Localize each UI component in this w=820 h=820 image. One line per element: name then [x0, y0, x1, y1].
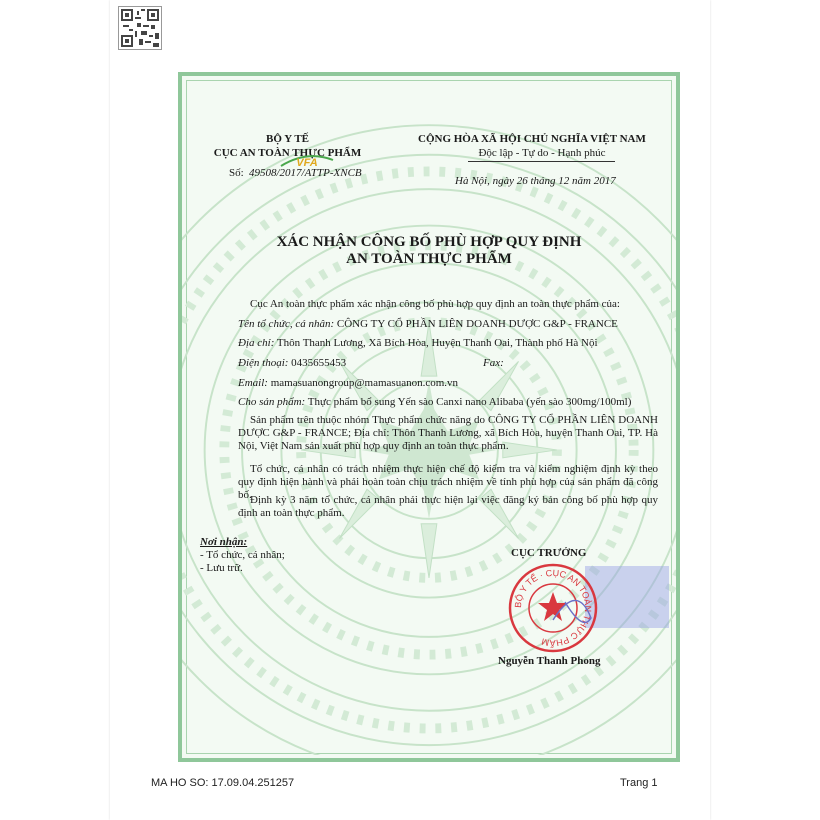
recipient-item: - Tổ chức, cá nhân; [200, 549, 285, 561]
product-value: Thực phẩm bổ sung Yến sào Canxi nano Alibaba (yến sào 300mg/100ml) [307, 396, 632, 408]
org-value: CÔNG TY CỔ PHẦN LIÊN DOANH DƯỢC G&P - FRANCE [336, 318, 618, 330]
email-label: Email: [238, 377, 268, 389]
file-number: MA HO SO: 17.09.04.251257 [151, 777, 295, 789]
official-seal [507, 562, 599, 654]
recipient-item: - Lưu trữ. [200, 562, 243, 574]
qr-code-icon [119, 7, 161, 49]
paragraph-responsibility: Tổ chức, cá nhân có trách nhiệm thực hiện chế độ kiểm tra và kiểm nghiệm định kỳ theo quy định hiện hành và phải hoàn toàn chịu trách nhiệm về tính phù hợp của sản phẩm đã công bố. [238, 463, 658, 501]
email-value: mamasuanongroup@mamasuanon.com.vn [270, 377, 459, 389]
org-label: Tên tổ chức, cá nhân: [238, 318, 335, 330]
signer-role: CỤC TRƯỞNG [511, 547, 587, 559]
issue-date: Hà Nội, ngày 26 tháng 12 năm 2017 [455, 175, 616, 187]
intro-text: Cục An toàn thực phẩm xác nhận công bố phù hợp quy định an toàn thực phẩm của: [250, 298, 620, 310]
qr-code [118, 6, 162, 50]
paragraph-product-info: Sản phẩm trên thuộc nhóm Thực phẩm chức năng do CÔNG TY CỔ PHẦN LIÊN DOANH DƯỢC G&P - FRANCE; Địa chỉ: Thôn Thanh Lương, xã Bích Hòa, huyện Thanh Oai, TP. Hà Nội, Việt Nam sản xuất phù hợp quy định an toàn thực phẩm. [238, 414, 658, 452]
document-number: 49508/2017/ATTP-XNCB [249, 167, 362, 179]
address-label: Địa chỉ: [238, 337, 275, 349]
phone-value: 0435655453 [291, 357, 347, 369]
agency-name: CỤC AN TOÀN THỰC PHẨM [213, 147, 362, 159]
ministry-name: BỘ Y TẾ [266, 133, 309, 145]
vfa-logo [279, 154, 335, 168]
recipients-label: Nơi nhận: [200, 536, 248, 548]
page-number: Trang 1 [620, 777, 658, 789]
product-label: Cho sản phẩm: [238, 396, 306, 408]
country-name: CỘNG HÒA XÃ HỘI CHỦ NGHĨA VIỆT NAM [418, 133, 646, 145]
certificate-subtitle: AN TOÀN THỰC PHẨM [346, 251, 512, 267]
certificate-title: XÁC NHẬN CÔNG BỐ PHÙ HỢP QUY ĐỊNH [276, 234, 582, 250]
signer-name: Nguyễn Thanh Phong [498, 655, 601, 667]
national-motto: Độc lập - Tự do - Hạnh phúc [478, 147, 606, 159]
seal-text: BỘ Y TẾ · CỤC AN TOÀN THỰC PHẨM [512, 567, 594, 649]
fax-label: Fax: [483, 357, 504, 369]
motto-underline [468, 161, 615, 162]
vfa-logo-text: VFA [296, 157, 318, 168]
phone-label: Điện thoại: [238, 357, 289, 369]
address-value: Thôn Thanh Lương, Xã Bích Hòa, Huyện Thanh Oai, Thành phố Hà Nội [276, 337, 598, 349]
paragraph-renewal: Định kỳ 3 năm tổ chức, cá nhân phải thực hiện lại việc đăng ký bản công bố phù hợp quy định an toàn thực phẩm. [238, 494, 658, 519]
document-number-label: Số: [229, 167, 244, 179]
